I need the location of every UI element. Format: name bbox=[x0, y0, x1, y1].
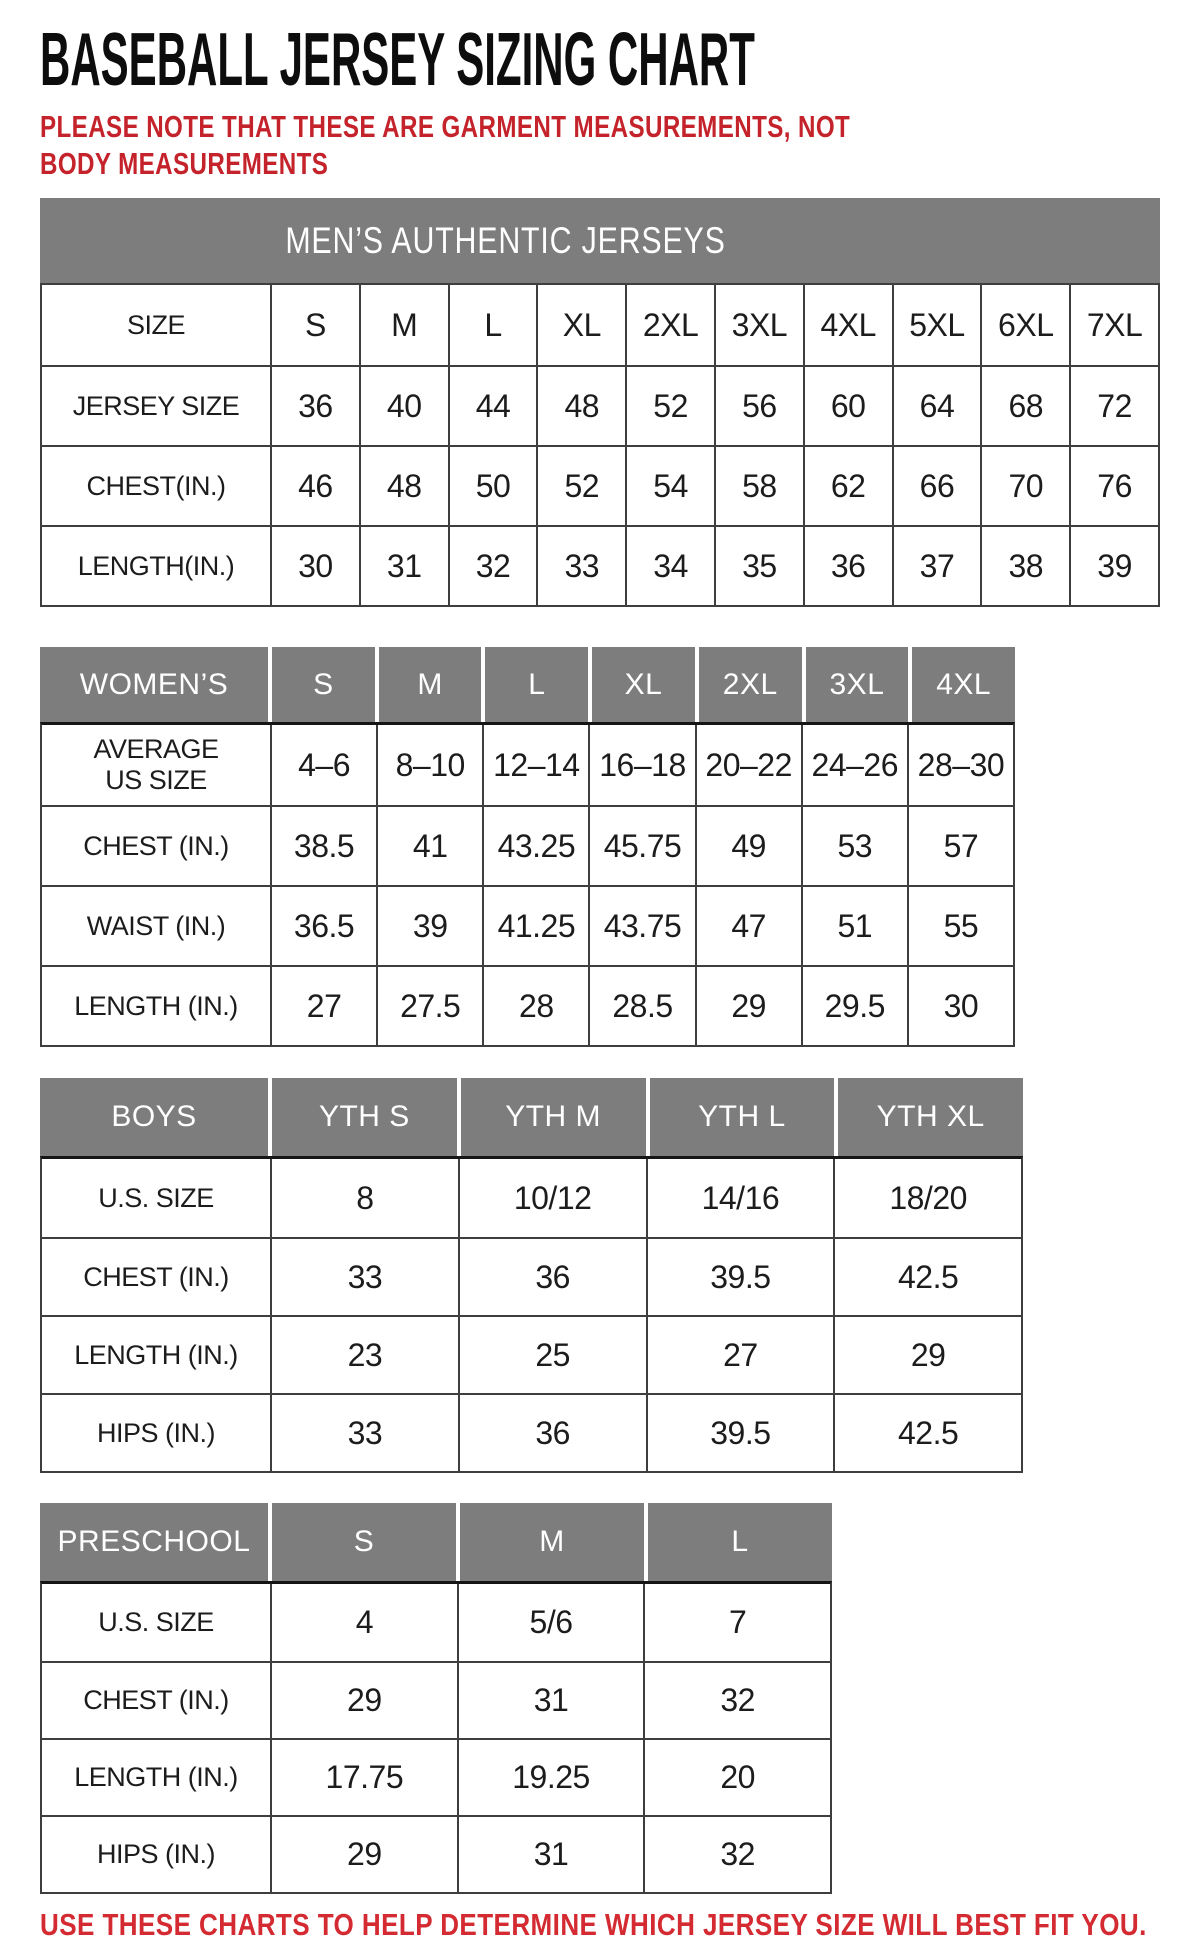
value-cell: S bbox=[270, 285, 359, 365]
value-cell: 62 bbox=[803, 447, 892, 525]
womens-column-header-cell: XL bbox=[592, 647, 695, 722]
value-cell: 66 bbox=[892, 447, 981, 525]
value-cell: 48 bbox=[536, 367, 625, 445]
value-cell: 29 bbox=[270, 1817, 457, 1892]
value-cell: 56 bbox=[714, 367, 803, 445]
value-cell: 54 bbox=[625, 447, 714, 525]
value-cell: 37 bbox=[892, 527, 981, 605]
value-cell: 30 bbox=[270, 527, 359, 605]
value-cell: 20 bbox=[643, 1740, 830, 1815]
value-cell: 6XL bbox=[980, 285, 1069, 365]
value-cell: 52 bbox=[625, 367, 714, 445]
garment-measurement-note: PLEASE NOTE THAT THESE ARE GARMENT MEASUREMENTS, NOT BODY MEASUREMENTS bbox=[40, 109, 851, 181]
table-row bbox=[42, 1738, 830, 1815]
value-cell: 29 bbox=[695, 967, 801, 1045]
womens-column-header-cell: S bbox=[272, 647, 375, 722]
value-cell: 16–18 bbox=[588, 725, 694, 805]
value-cell: 4 bbox=[270, 1584, 457, 1661]
womens-column-header-cell: L bbox=[485, 647, 588, 722]
row-label-cell: CHEST(IN.) bbox=[86, 470, 226, 501]
value-cell: 68 bbox=[980, 367, 1069, 445]
row-label-line: AVERAGE bbox=[93, 734, 219, 765]
value-cell: 58 bbox=[714, 447, 803, 525]
row-label-cell: LENGTH (IN.) bbox=[74, 1339, 238, 1370]
table-row bbox=[42, 1584, 830, 1661]
value-cell: 39 bbox=[1069, 527, 1158, 605]
value-cell: 2XL bbox=[625, 285, 714, 365]
value-cell: 18/20 bbox=[833, 1159, 1021, 1237]
table-row bbox=[42, 725, 1013, 805]
row-label-cell: CHEST (IN.) bbox=[83, 830, 229, 861]
mens-banner-header bbox=[40, 198, 1160, 283]
boys-column-header-cell: YTH M bbox=[461, 1078, 646, 1156]
value-cell: 5XL bbox=[892, 285, 981, 365]
value-cell: 52 bbox=[536, 447, 625, 525]
table-row bbox=[42, 1315, 1021, 1393]
value-cell: 41 bbox=[376, 807, 482, 885]
boys-table-body bbox=[40, 1156, 1023, 1473]
boys-sizing-table bbox=[40, 1078, 1023, 1473]
value-cell: 38.5 bbox=[270, 807, 376, 885]
womens-header-label-cell: WOMEN’S bbox=[40, 647, 268, 722]
value-cell: 76 bbox=[1069, 447, 1158, 525]
table-row bbox=[42, 885, 1013, 965]
value-cell: 70 bbox=[980, 447, 1069, 525]
value-cell: 36 bbox=[458, 1239, 646, 1315]
value-cell: 29 bbox=[270, 1663, 457, 1738]
preschool-table-body bbox=[40, 1581, 832, 1894]
value-cell: 19.25 bbox=[457, 1740, 644, 1815]
boys-column-header-cell: YTH S bbox=[272, 1078, 457, 1156]
row-label-cell: LENGTH (IN.) bbox=[74, 1762, 238, 1793]
row-label-cell: LENGTH (IN.) bbox=[74, 990, 238, 1021]
value-cell: 49 bbox=[695, 807, 801, 885]
value-cell: 31 bbox=[359, 527, 448, 605]
mens-banner-label: MEN’S AUTHENTIC JERSEYS bbox=[284, 219, 726, 261]
value-cell: 14/16 bbox=[646, 1159, 834, 1237]
row-label-cell: CHEST (IN.) bbox=[83, 1685, 229, 1716]
value-cell: 42.5 bbox=[833, 1239, 1021, 1315]
value-cell: 29 bbox=[833, 1317, 1021, 1393]
value-cell: 8 bbox=[270, 1159, 458, 1237]
row-label-cell bbox=[42, 725, 270, 805]
table-row bbox=[42, 1237, 1021, 1315]
value-cell: 28–30 bbox=[907, 725, 1013, 805]
value-cell: 33 bbox=[270, 1239, 458, 1315]
row-label-cell: WAIST (IN.) bbox=[86, 910, 226, 941]
value-cell: 41.25 bbox=[482, 887, 588, 965]
value-cell: 55 bbox=[907, 887, 1013, 965]
value-cell: 43.75 bbox=[588, 887, 694, 965]
value-cell: 72 bbox=[1069, 367, 1158, 445]
value-cell: 29.5 bbox=[801, 967, 907, 1045]
value-cell: 27 bbox=[646, 1317, 834, 1393]
value-cell: 47 bbox=[695, 887, 801, 965]
value-cell: 40 bbox=[359, 367, 448, 445]
value-cell: 34 bbox=[625, 527, 714, 605]
womens-column-header-cell: M bbox=[379, 647, 482, 722]
page-title-text: BASEBALL JERSEY SIZING CHART bbox=[40, 17, 755, 101]
footer-note: USE THESE CHARTS TO HELP DETERMINE WHICH JERSEY SIZE WILL BEST FIT YOU. bbox=[40, 1907, 1147, 1943]
value-cell: 24–26 bbox=[801, 725, 907, 805]
womens-sizing-table bbox=[40, 647, 1015, 1047]
value-cell: 36 bbox=[270, 367, 359, 445]
row-label-line: US SIZE bbox=[105, 765, 207, 796]
value-cell: 44 bbox=[448, 367, 537, 445]
table-row bbox=[42, 525, 1158, 605]
row-label-cell: U.S. SIZE bbox=[98, 1607, 214, 1638]
table-row bbox=[42, 445, 1158, 525]
value-cell: 4–6 bbox=[270, 725, 376, 805]
table-row bbox=[42, 285, 1158, 365]
value-cell: 32 bbox=[448, 527, 537, 605]
preschool-header-row bbox=[40, 1503, 832, 1581]
value-cell: 5/6 bbox=[457, 1584, 644, 1661]
row-label-cell: HIPS (IN.) bbox=[96, 1839, 215, 1870]
value-cell: 30 bbox=[907, 967, 1013, 1045]
value-cell: L bbox=[448, 285, 537, 365]
mens-table-body bbox=[40, 283, 1160, 607]
table-row bbox=[42, 805, 1013, 885]
page-title bbox=[40, 17, 1160, 101]
value-cell: 27.5 bbox=[376, 967, 482, 1045]
value-cell: 46 bbox=[270, 447, 359, 525]
row-label-cell: U.S. SIZE bbox=[98, 1182, 214, 1213]
value-cell: 57 bbox=[907, 807, 1013, 885]
value-cell: XL bbox=[536, 285, 625, 365]
row-label-cell: CHEST (IN.) bbox=[83, 1261, 229, 1292]
value-cell: 17.75 bbox=[270, 1740, 457, 1815]
table-row bbox=[42, 1815, 830, 1892]
tables-container bbox=[40, 198, 1160, 1894]
row-label-cell: HIPS (IN.) bbox=[96, 1417, 215, 1448]
value-cell: 39.5 bbox=[646, 1239, 834, 1315]
preschool-header-label-cell: PRESCHOOL bbox=[40, 1503, 268, 1581]
table-row bbox=[42, 1661, 830, 1738]
value-cell: 33 bbox=[270, 1395, 458, 1471]
value-cell: 33 bbox=[536, 527, 625, 605]
preschool-column-header-cell: S bbox=[272, 1503, 456, 1581]
value-cell: 45.75 bbox=[588, 807, 694, 885]
value-cell: 7 bbox=[643, 1584, 830, 1661]
value-cell: M bbox=[359, 285, 448, 365]
value-cell: 39.5 bbox=[646, 1395, 834, 1471]
value-cell: 50 bbox=[448, 447, 537, 525]
value-cell: 43.25 bbox=[482, 807, 588, 885]
value-cell: 25 bbox=[458, 1317, 646, 1393]
row-label-cell: SIZE bbox=[126, 309, 185, 340]
boys-column-header-cell: YTH L bbox=[650, 1078, 835, 1156]
value-cell: 64 bbox=[892, 367, 981, 445]
table-row bbox=[42, 965, 1013, 1045]
row-label-cell: LENGTH(IN.) bbox=[77, 550, 235, 581]
womens-column-header-cell: 4XL bbox=[912, 647, 1015, 722]
value-cell: 32 bbox=[643, 1817, 830, 1892]
value-cell: 28 bbox=[482, 967, 588, 1045]
value-cell: 31 bbox=[457, 1817, 644, 1892]
value-cell: 60 bbox=[803, 367, 892, 445]
value-cell: 48 bbox=[359, 447, 448, 525]
value-cell: 8–10 bbox=[376, 725, 482, 805]
value-cell: 20–22 bbox=[695, 725, 801, 805]
value-cell: 31 bbox=[457, 1663, 644, 1738]
value-cell: 38 bbox=[980, 527, 1069, 605]
womens-table-body bbox=[40, 722, 1015, 1047]
boys-header-row bbox=[40, 1078, 1023, 1156]
preschool-sizing-table bbox=[40, 1503, 832, 1894]
value-cell: 36 bbox=[803, 527, 892, 605]
value-cell: 53 bbox=[801, 807, 907, 885]
preschool-column-header-cell: M bbox=[460, 1503, 644, 1581]
value-cell: 3XL bbox=[714, 285, 803, 365]
value-cell: 4XL bbox=[803, 285, 892, 365]
womens-header-row bbox=[40, 647, 1015, 722]
boys-column-header-cell: YTH XL bbox=[838, 1078, 1023, 1156]
value-cell: 28.5 bbox=[588, 967, 694, 1045]
value-cell: 32 bbox=[643, 1663, 830, 1738]
boys-header-label-cell: BOYS bbox=[40, 1078, 268, 1156]
table-row bbox=[42, 1393, 1021, 1471]
value-cell: 23 bbox=[270, 1317, 458, 1393]
womens-column-header-cell: 3XL bbox=[806, 647, 909, 722]
value-cell: 7XL bbox=[1069, 285, 1158, 365]
value-cell: 39 bbox=[376, 887, 482, 965]
value-cell: 36.5 bbox=[270, 887, 376, 965]
value-cell: 36 bbox=[458, 1395, 646, 1471]
value-cell: 27 bbox=[270, 967, 376, 1045]
mens-sizing-table bbox=[40, 198, 1160, 607]
value-cell: 51 bbox=[801, 887, 907, 965]
preschool-column-header-cell: L bbox=[648, 1503, 832, 1581]
row-label-cell: JERSEY SIZE bbox=[72, 390, 240, 421]
value-cell: 35 bbox=[714, 527, 803, 605]
table-row bbox=[42, 365, 1158, 445]
value-cell: 42.5 bbox=[833, 1395, 1021, 1471]
value-cell: 10/12 bbox=[458, 1159, 646, 1237]
value-cell: 12–14 bbox=[482, 725, 588, 805]
table-row bbox=[42, 1159, 1021, 1237]
womens-column-header-cell: 2XL bbox=[699, 647, 802, 722]
